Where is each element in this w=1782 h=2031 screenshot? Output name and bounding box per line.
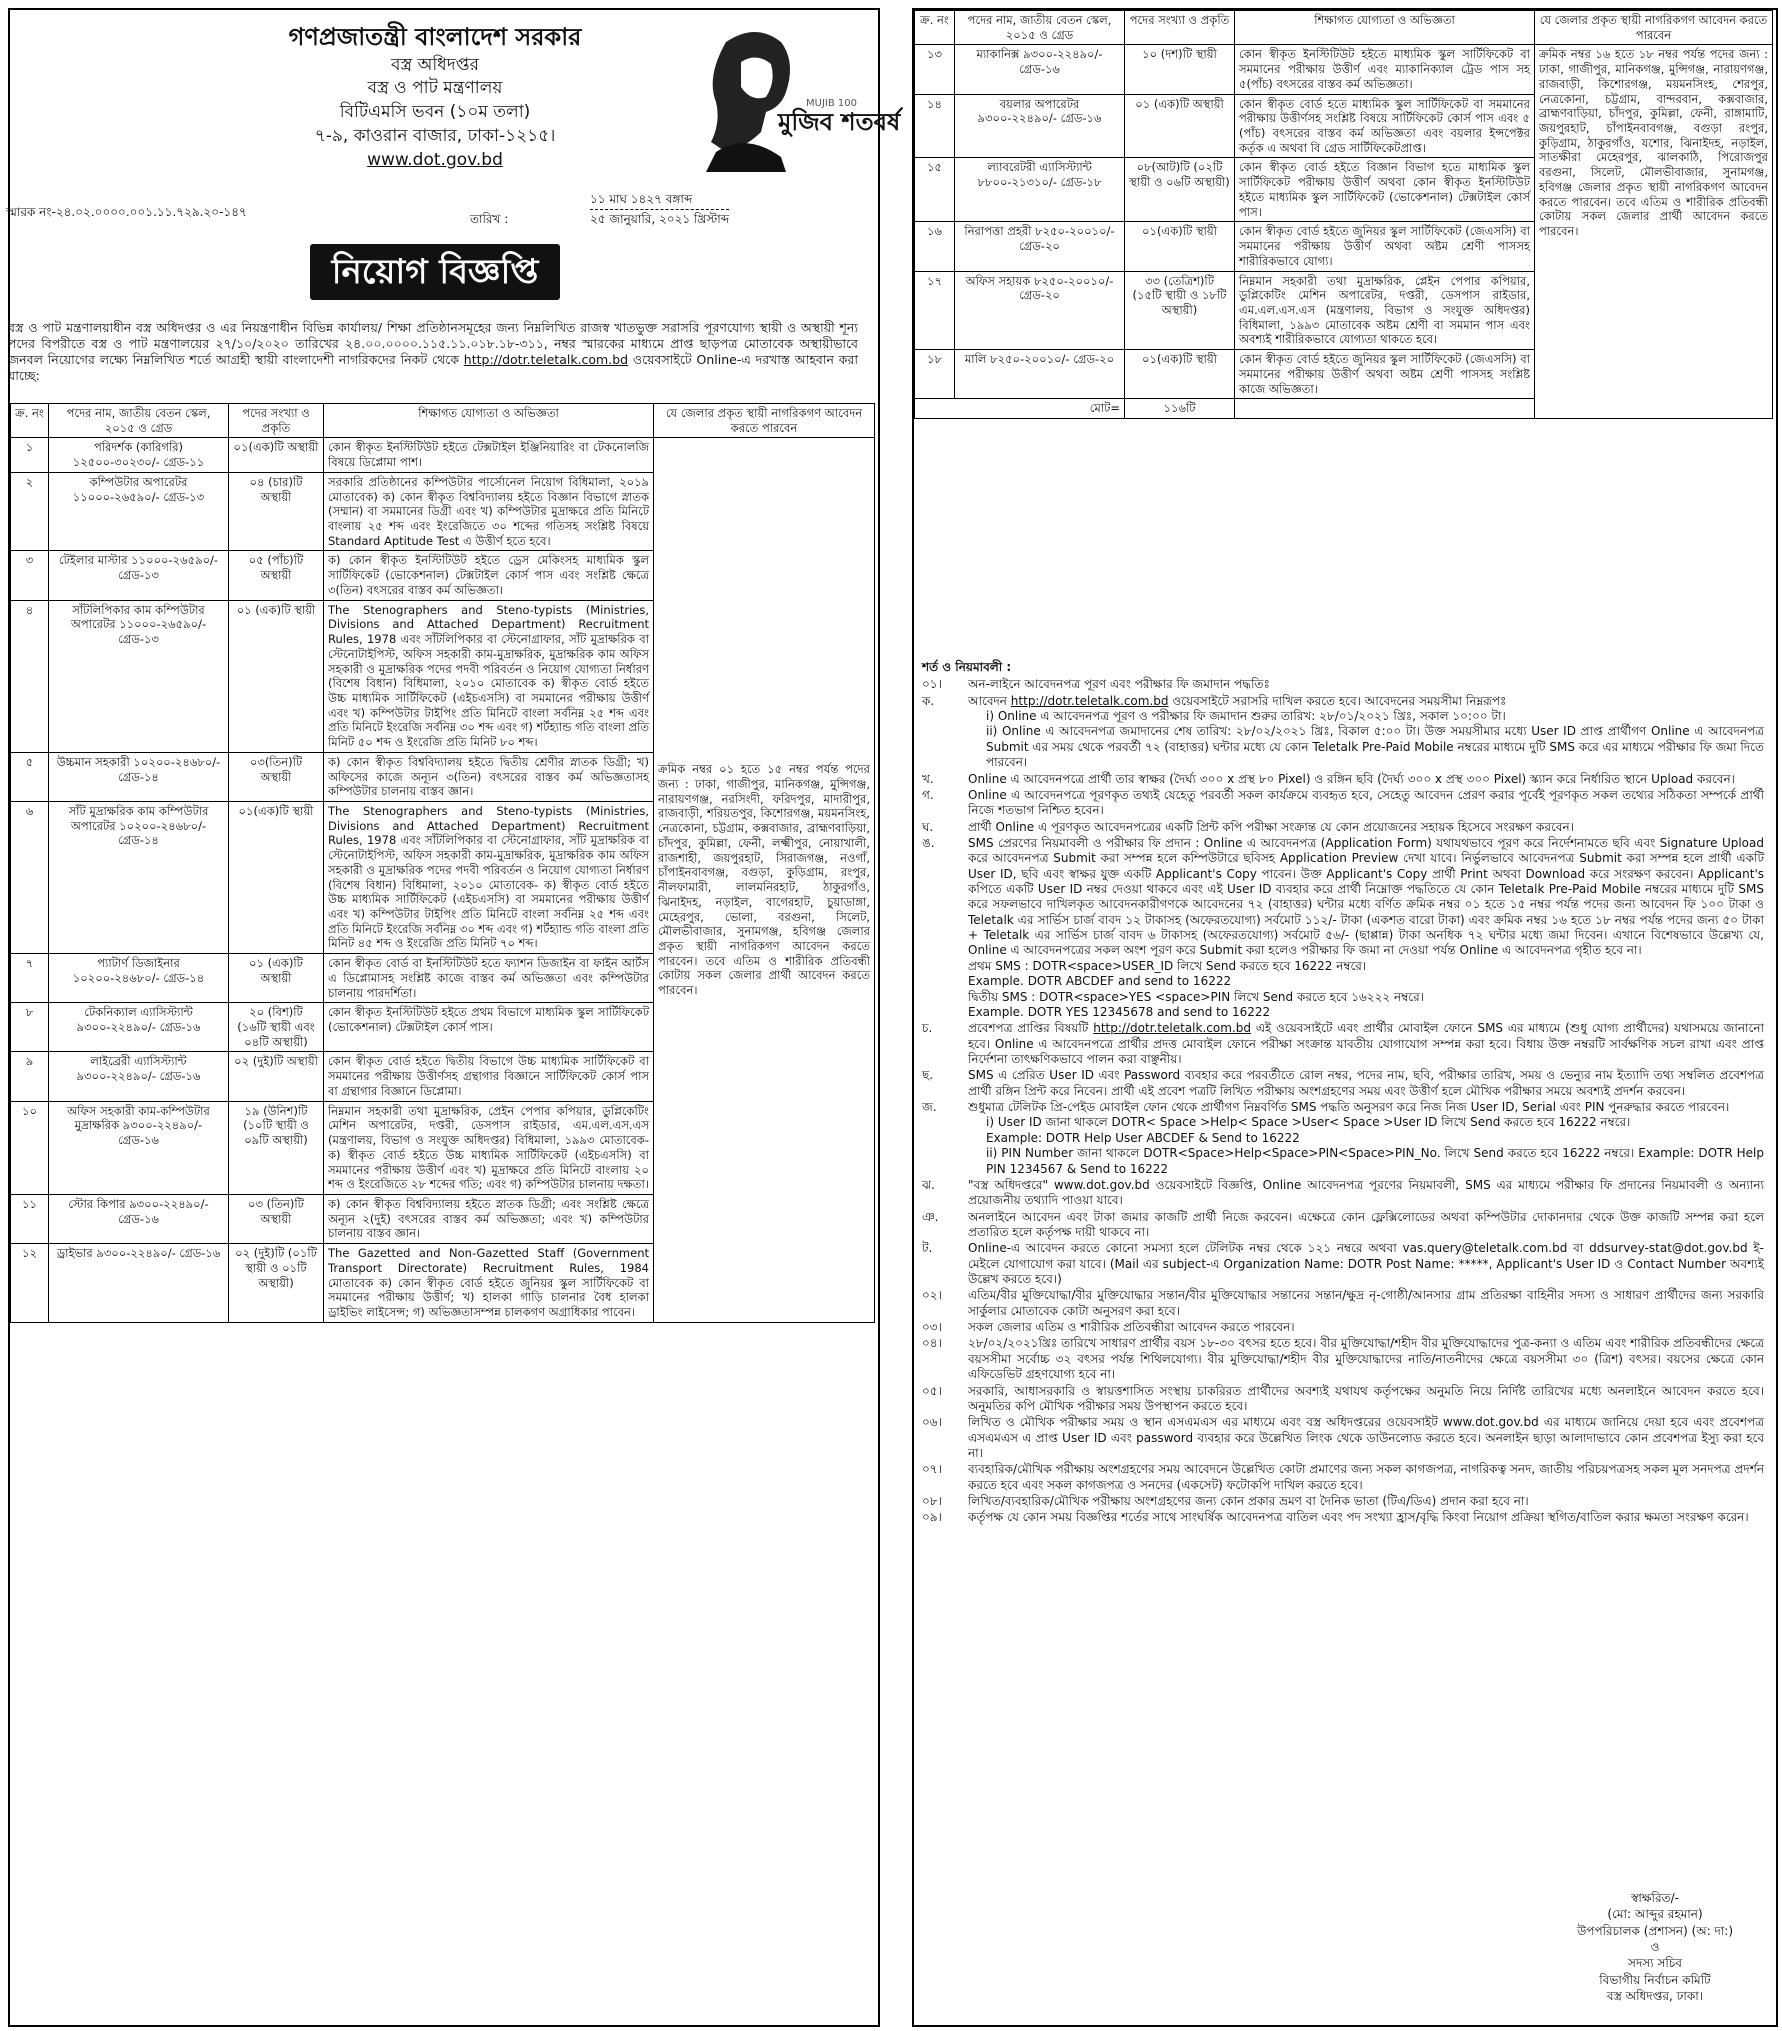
count-cell: ০৮(আট)টি (০২টি স্থায়ী ও ০৬টি অস্থায়ী) xyxy=(1125,158,1235,222)
sl-cell: ৯ xyxy=(11,1052,49,1101)
sl-cell: ১ xyxy=(11,438,49,472)
sl-cell: ১৮ xyxy=(915,350,955,399)
qual-cell: কোন স্বীকৃত বোর্ড হইতে দ্বিতীয় বিভাগে উচ্চ মাধ্যমিক সার্টিফিকেট বা সমমানের পরীক্ষায় উত্তীর্ণসহ গ্রন্থাগার বিজ্ঞানে সার্টিফিকেট কোর্স পাস বা গ্রন্থাগার বিজ্ঞানে ডিপ্লোমা। xyxy=(324,1052,654,1101)
sl-cell: ৫ xyxy=(11,752,49,801)
qual-cell: কোন স্বীকৃত বোর্ড হতে মাধ্যমিক স্কুল সার্টিফিকেট বা সমমানের পরীক্ষায় উত্তীর্ণসহ সংশ্লিষ্ট বিষয়ে সার্টিফিকেট কোর্স পাস এবং ৫ (পাঁচ) বৎসরের বাস্তব কর্ম অভিজ্ঞতা এবং বয়লার ইন্সপেক্টর কর্তৃক এ অথবা বি গ্রেড সার্টিফিকেটপ্রাপ্ত। xyxy=(1235,94,1535,158)
count-cell: ২০ (বিশ)টি (১৬টি স্থায়ী এবং ০৪টি অস্থায়ী) xyxy=(229,1003,324,1052)
col-post: পদের নাম, জাতীয় বেতন স্কেল, ২০১৫ ও গ্রেড xyxy=(955,11,1125,45)
rule-jha: "বস্ত্র অধিদপ্তরে" www.dot.gov.bd ওয়েবসাইটে বিজ্ঞপ্তি, Online আবেদনপত্র পূরণের নিয়মাবলী, SMS এর মাধ্যমে পরীক্ষার ফি প্রদানের নিয়মাবলী ও অন্যান্য প্রয়োজনীয় তথ্যাদি পাওয়া যাবে। xyxy=(968,1177,1764,1208)
post-cell: নিরাপত্তা প্রহরী ৮২৫০-২০০১০/- গ্রেড-২০ xyxy=(955,222,1125,271)
admit-link[interactable]: http://dotr.teletalk.com.bd xyxy=(1093,1021,1251,1036)
rules-title: শর্ত ও নিয়মাবলী : xyxy=(922,660,1012,674)
rule-kha: Online এ আবেদনপত্রে প্রার্থী তার স্বাক্ষর (দৈর্ঘ্য ৩০০ x প্রস্থ ৮০ Pixel) ও রঙ্গিন ছবি (দৈর্ঘ্য ৩০০ x প্রস্থ ৩০০ Pixel) স্ক্যান করে নির্ধারিত স্থানে Upload করবেন। xyxy=(968,771,1735,786)
count-cell: ০৪ (চার)টি অস্থায়ী xyxy=(229,472,324,551)
col-post: পদের নাম, জাতীয় বেতন স্কেল, ২০১৫ ও গ্রেড xyxy=(49,404,229,438)
qual-cell: নিম্নমান সহকারী তথা মুদ্রাক্ষরিক, প্রেইন পেপার কপিয়ার, ডুপ্লিকেটিং মেশিন অপারেটর, দপ্তরী, ডেসপাস রাইডার, এম.এল.এস.এস (মন্ত্রণালয়, বিভাগ ও সংযুক্ত অধিদপ্তর) বিধিমালা, ১৯৯৩ মোতাবেক- ক) স্বীকৃত বোর্ড হইতে উচ্চ মাধ্যমিক সার্টিফিকেট (এইচএসসি) বা সমমানের পরীক্ষায় উত্তীর্ণ এবং খ) মুদ্রাক্ষরে প্রতি মিনিটে বাংলায় ২০ শব্দ ও ইংরেজিতে ২৮ শব্দের গতি; এবং গ) কম্পিউটার চালনায় দক্ষতা। xyxy=(324,1101,654,1194)
col-count: পদের সংখ্যা ও প্রকৃতি xyxy=(1125,11,1235,45)
sl-cell: ১০ xyxy=(11,1101,49,1194)
qual-cell: কোন স্বীকৃত ইনস্টিটিউট হইতে মাধ্যমিক স্কুল সার্টিফিকেট বা সমমানের পরীক্ষায় উত্তীর্ণ এবং ম্যাকানিক্যাল ট্রেড পাস সহ ৫(পাঁচ) বৎসরের বাস্তব কর্ম অভিজ্ঞতা। xyxy=(1235,45,1535,94)
table-row xyxy=(11,438,875,472)
col-district: যে জেলার প্রকৃত স্থায়ী নাগরিকগণ আবেদন করতে পারবেন xyxy=(1535,11,1773,45)
rule-chha: SMS এ প্রেরিত User ID এবং Password ব্যবহার করে পরবর্তীতে রোল নম্বর, পদের নাম, ছবি, পরীক্ষার তারিখ, সময় ও ভেন্যুর নাম ইত্যাদি তথ্য সম্বলিত প্রবেশপত্র প্রার্থী রঙ্গিন প্রিন্ট করে নিবেন। প্রার্থী এই প্রবেশ পত্রটি লিখিত পরীক্ষায় অংশগ্রহণের সময় এবং উত্তীর্ণ হলে মৌখিক পরীক্ষার সময়ে অবশ্যই প্রদর্শন করবেন। xyxy=(968,1068,1764,1098)
svg-text:মুজিব শতবর্ষ: মুজিব শতবর্ষ xyxy=(778,108,901,136)
district-cell: ক্রমিক নম্বর ১৬ হতে ১৮ নম্বর পর্যন্ত পদের জন্য : ঢাকা, গাজীপুর, মানিকগঞ্জ, মুন্সিগঞ্জ, নারায়ণগঞ্জ, রাজবাড়ী, কিশোরগঞ্জ, ময়মনসিংহ, শেরপুর, নেত্রকোনা, চট্টগ্রাম, বান্দরবান, কক্সবাজার, ব্রাহ্মণবাড়িয়া, চাঁদপুর, কুমিল্লা, ফেনী, রাঙ্গামাটি, জয়পুরহাট, চাঁপাইনবাবগঞ্জ, বগুড়া রংপুর, কুড়িগ্রাম, ঠাকুরগাঁও, যশোর, ঝিনাইদহ, নড়াইল, সাতক্ষীরা মেহেরপুর, ঝালকাঠি, পিরোজপুর বরগুনা, সিলেট, মৌলভীবাজার, সুনামগঞ্জ, হবিগঞ্জ জেলার প্রকৃত স্থায়ী নাগরিকগণ আবেদন করতে পারবেন। তবে এতিম ও শারীরিক প্রতিবন্ধী কোটায় সকল জেলার প্রার্থী আবেদন করতে পারবেন। xyxy=(1535,45,1773,419)
rule-ka-ii: ii) Online এ আবেদনপত্র জমাদানের শেষ তারিখ: ২৮/০২/২০২১ খ্রিঃ, বিকাল ৫:০০ টা। উক্ত সময়সীমার মধ্যে User ID প্রাপ্ত প্রার্থীগণ Online এ আবেদনপত্র Submit এর সময় থেকে পরবর্তী ৭২ (বাহাত্তর) ঘন্টার মধ্যে যে কোন Teletalk Pre-Paid Mobile নম্বরের মাধ্যমে দুটি SMS করে এর মাধ্যমে পরীক্ষার ফি জমা দিতে পারবেন। xyxy=(986,724,1764,770)
rule-08: লিখিত/ব্যবহারিক/মৌখিক পরীক্ষায় অংশগ্রহণের জন্য কোন প্রকার ভ্রমণ বা দৈনিক ভাতা (টিএ/ডিএ) প্রদান করা হবে না। xyxy=(968,1494,1529,1509)
intro-tail: ওয়েবসাইটে Online-এ দরখাস্ত আহবান করা যাচ্ছে: xyxy=(8,352,858,383)
qual-cell: The Gazetted and Non-Gazetted Staff (Government Transport Directorate) Recruitment Rules, 1984 মোতাবেক ক) কোন স্বীকৃত বোর্ড হইতে জুনিয়র স্কুল সার্টিফিকেট বা সমমানের পরীক্ষায় উত্তীর্ণ; খ) হালকা গাড়ি চালনার বৈধ হালকা ড্রাইভিং লাইসেন্স; গ) অভিজ্ঞতাসম্পন্ন চালকগণ অগ্রাধিকার পাবেন। xyxy=(324,1244,654,1323)
signer-name: (মো: আব্দুর রহমান) xyxy=(1607,1907,1703,1922)
post-cell: মালি ৮২৫০-২০০১০/- গ্রেড-২০ xyxy=(955,350,1125,399)
rule-06: লিখিত ও মৌখিক পরীক্ষার সময় ও স্থান এসএমএস এর মাধ্যমে এবং বস্ত্র অধিদপ্তরের ওয়েবসাইট www.dot.gov.bd এর মাধ্যমে জানিয়ে দেয়া হবে এবং প্রবেশপত্র এসএমএস এ প্রাপ্ত User ID এবং password ব্যবহার করে উল্লেখিত লিংক থেকে ডাউনলোড করতে হবে। অনলাইন ছাড়া আলাদাভাবে কোন প্রবেশপত্র ইস্যু করা হবে না। xyxy=(968,1415,1764,1460)
post-cell: ড্রাইভার ৯৩০০-২২৪৯০/- গ্রেড-১৬ xyxy=(49,1244,229,1323)
post-cell: উচ্চমান সহকারী ১০২০০-২৪৬৮০/- গ্রেড-১৪ xyxy=(49,752,229,801)
mujib-100-logo xyxy=(686,22,901,172)
sl-cell: ১৭ xyxy=(915,271,955,350)
count-cell: ০২ (দুই)টি অস্থায়ী xyxy=(229,1052,324,1101)
rule-09: কর্তৃপক্ষ যে কোন সময় বিজ্ঞপ্তির শর্তের সাথে সাংঘর্ষিক আবেদনপত্র বাতিল এবং পদ সংখ্যা হ্রাস/বৃদ্ধি কিংবা নিয়োগ প্রক্রিয়া স্থগিত/বাতিল করার ক্ষমতা সংরক্ষণ করেন। xyxy=(968,1510,1749,1525)
rules-section: শর্ত ও নিয়মাবলী : ০১। অন-লাইনে আবেদনপত্র পূরণ এবং পরীক্ষার ফি জমাদান পদ্ধতিঃ ক. আবেদন http://dotr.teletalk.com.bd ওয়েবসাইটে সরাসরি দাখিল করতে হবে। আবেদনের সময়সীমা নিম্নরূপঃ i) Online এ আবেদনপত্র পূরণ ও পরীক্ষার ফি জমাদান শুরুর তারিখ: ২৮/০১/২০২১ খ্রিঃ, সকাল ১০:০০ টা। ii) Online এ আবেদনপত্র জমাদানের শেষ তারিখ: ২৮/০২/২০২১ খ্রিঃ, বিকাল ৫:০০ টা। উক্ত সময়সীমার মধ্যে User ID প্রাপ্ত প্রার্থীগণ Online এ আবেদনপত্র Submit এর সময় থেকে পরবর্তী ৭২ (বাহাত্তর) ঘন্টার মধ্যে যে কোন Teletalk Pre-Paid Mobile নম্বরের মাধ্যমে দুটি SMS করে এর মাধ্যমে পরীক্ষার ফি জমা দিতে পারবেন। খ. Online এ আবেদনপত্রে প্রার্থী তার স্বাক্ষর (দৈর্ঘ্য ৩০০ x প্রস্থ ৮০ Pixel) ও রঙ্গিন ছবি (দৈর্ঘ্য ৩০০ x প্রস্থ ৩০০ Pixel) স্ক্যান করে নির্ধারিত স্থানে Upload করবেন। গ. Online এ আবেদনপত্রে পূরণকৃত তথ্যই যেহেতু পরবর্তী সকল কার্যক্রমে ব্যবহৃত হবে, সেহেতু আবেদন প্রেরণ করার পূর্বেই পূরণকৃত সকল তথ্যের সঠিকতা সম্পর্কে প্রার্থী নিজে শতভাগ নিশ্চিত হবেন। ঘ. প্রার্থী Online এ পূরণকৃত আবেদনপত্রের একটি প্রিন্ট কপি পরীক্ষা সংক্রান্ত যে কোন প্রয়োজনের সহায়ক হিসেবে সংরক্ষণ করবেন। ঙ. SMS প্রেরণের নিয়মাবলী ও পরীক্ষার ফি প্রদান : Online এ আবেদনপত্র (Application Form) যথাযথভাবে পূরণ করে নির্দেশনামতে ছবি এবং Signature Upload করে আবেদনপত্র Submit করা সম্পন্ন হলে কম্পিউটারে ছবিসহ Application Preview দেখা যাবে। নির্ভুলভাবে আবেদনপত্র Submit করা সম্পন্ন হলে প্রার্থী একটি User ID, ছবি এবং স্বাক্ষর যুক্ত একটি Applicant's Copy পাবেন। উক্ত Applicant's Copy প্রার্থী Print অথবা Download করে সংরক্ষণ করবেন। Applicant's কপিতে একটি User ID নম্বর দেওয়া থাকবে এবং এই User ID ব্যবহার করে প্রার্থী নিম্নোক্ত পদ্ধতিতে যে কোন Teletalk Pre-Paid Mobile নম্বরের মাধ্যমে দুটি SMS করে সফলভাবে দাখিলকৃত আবেদনকারীগণকে আবেদনের ৭২ (বাহাত্তর) ঘন্টার মধ্যে বর্ণিত ক্রমিক নম্বর ০১ হতে ১৫ নম্বর পর্যন্ত পদের জন্য আবেদন ফি ১০০ টাকা ও Teletalk এর সার্ভিস চার্জ বাবদ ১২ টাকাসহ (অফেরতযোগ্য) সর্বমোট ১১২/- টাকা (একশত বারো টাকা) এবং ক্রমিক নম্বর ১৬ হতে ১৮ নম্বর পর্যন্ত পদের জন্য ৫০ টাকা + Teletalk এর সার্ভিস চার্জ বাবদ ৬ টাকাসহ (অফেরতযোগ্য) সর্বমোট ৫৬/- (ছাপ্পান্ন) টাকা অনধিক ৭২ ঘন্টার মধ্যে জমা দিবেন। এখানে বিশেষভাবে উল্লেখ্য যে, Online এ আবেদনপত্রের সকল অংশ পূরণ করে Submit করা হলেও পরীক্ষার ফি জমা না দেওয়া পর্যন্ত Online এ আবেদনপত্র গৃহীত হবে না। প্রথম SMS : DOTR<space>USER_ID লিখে Send করতে হবে 16222 নম্বরে। Example. DOTR ABCDEF and send to 16222 দ্বিতীয় SMS : DOTR<space>YES <space>PIN লিখে Send করতে হবে ১৬২২২ নম্বরে। Example. DOTR YES 12345678 and send to 16222 চ. প্রবেশপত্র প্রাপ্তির বিষয়টি http://dotr.teletalk.com.bd এই ওয়েবসাইটে এবং প্রার্থীর মোবাইল ফোনে SMS এর মাধ্যমে (শুধু যোগ্য প্রার্থীদের) যথাসময়ে জানানো হবে। Online এ আবেদনপত্রে প্রার্থীর প্রদত্ত মোবাইল ফোনে পরীক্ষা সংক্রান্ত যাবতীয় যোগাযোগ সম্পন্ন করা হবে। বিধায় উক্ত নম্বরটি সার্বক্ষণিক সচল রাখা এবং প্রাপ্ত নির্দেশনা তাৎক্ষণিকভাবে পালন করা বাঞ্ছনীয়। ছ. SMS এ প্রেরিত User ID এবং Password ব্যবহার করে পরবর্তীতে রোল নম্বর, পদের নাম, ছবি, পরীক্ষার তারিখ, সময় ও ভেন্যুর নাম ইত্যাদি তথ্য সম্বলিত প্রবেশপত্র প্রার্থী রঙ্গিন প্রিন্ট করে নিবেন। প্রার্থী এই প্রবেশ পত্রটি লিখিত পরীক্ষায় অংশগ্রহণের সময় এবং উত্তীর্ণ হলে মৌখিক পরীক্ষার সময়ে অবশ্যই প্রদর্শন করবেন। জ. শুধুমাত্র টেলিটক প্রি-পেইড মোবাইল ফোন থেকে প্রার্থীগণ নিম্নবর্ণিত SMS পদ্ধতি অনুসরণ করে নিজ নিজ User ID, Serial এবং PIN পুনরুদ্ধার করতে পারবেন। i) User ID জানা থাকলে DOTR< Space >Help< Space >User< Space >User ID লিখে Send করতে হবে 16222 নম্বরে। Example: DOTR Help User ABCDEF & Send to 16222 ii) PIN Number জানা থাকলে DOTR<Space>Help<Space>PIN<Space>PIN_No. লিখে Send করতে হবে 16222 নম্বরে। Example: DOTR Help PIN 1234567 & Send to 16222 ঝ. "বস্ত্র অধিদপ্তরে" www.dot.gov.bd ওয়েবসাইটে বিজ্ঞপ্তি, Online আবেদনপত্র পূরণের নিয়মাবলী, SMS এর মাধ্যমে পরীক্ষার ফি প্রদানের নিয়মাবলী ও অন্যান্য প্রয়োজনীয় তথ্যাদি পাওয়া যাবে। ঞ. অনলাইনে আবেদন এবং টাকা জমার কাজটি প্রার্থী নিজে করবেন। এক্ষেত্রে কোন ফ্লেক্সিলোডের অথবা কম্পিউটার দোকানদার থেকে উক্ত কাজটি সম্পন্ন করা হলে প্রতারিত হলে কর্তৃপক্ষ দায়ী থাকবে না। ট. Online-এ আবেদন করতে কোনো সমস্যা হলে টেলিটক নম্বর থেকে ১২১ নম্বরে অথবা vas.query@teletalk.com.bd বা ddsurvey-stat@dot.gov.bd ই-মেইলে যোগাযোগ করা যাবে। (Mail এর subject-এ Organization Name: DOTR Post Name: *****, Applicant's User ID ও Contact Number অবশ্যই উল্লেখ করতে হবে।) ০২। এতিম/বীর মুক্তিযোদ্ধা/বীর মুক্তিযোদ্ধার সন্তান/বীর মুক্তিযোদ্ধার সন্তানের সন্তান/ক্ষুদ্র নৃ-গোষ্ঠী/আনসার গ্রাম প্রতিরক্ষা বাহিনীর সদস্য ও সাধারণ প্রার্থীদের জন্য সরকারি সার্কুলার মোতাবেক কোটা অনুসরণ করা হবে। ০৩। সকল জেলার এতিম ও শারীরিক প্রতিবন্ধীরা আবেদন করতে পারবেন। ০৪। ২৮/০২/২০২১খ্রিঃ তারিখে সাধারণ প্রার্থীর বয়স ১৮-৩০ বৎসর হতে হবে। বীর মুক্তিযোদ্ধা/শহীদ বীর মুক্তিযোদ্ধাদের পুত্র-কন্যা ও এতিম এবং শারীরিক প্রতিবন্ধীদের ক্ষেত্রে বয়সসীমা সর্বোচ্চ ৩২ বৎসর পর্যন্ত শিথিলযোগ্য। বীর মুক্তিযোদ্ধা/শহীদ বীর মুক্তিযোদ্ধাদের নাতি/নাতনীদের ক্ষেত্রে বয়সসীমা ৩০ (ত্রিশ) বৎসর। বয়সের ক্ষেত্রে কোন এফিডেভিট গ্রহণযোগ্য হবে না। ০৫। সরকারি, আধাসরকারি ও স্বায়ত্তশাসিত সংস্থায় চাকরিরত প্রার্থীদের অবশ্যই যথাযথ কর্তৃপক্ষের অনুমতি নিয়ে নির্দিষ্ট তারিখের মধ্যে অনলাইনে আবেদন করতে হবে। অনুমতির কপি মৌখিক পরীক্ষার সময় উপস্থাপন করতে হবে। ০৬। লিখিত ও মৌখিক পরীক্ষার সময় ও স্থান এসএমএস এর মাধ্যমে এবং বস্ত্র অধিদপ্তরের ওয়েবসাইট www.dot.gov.bd এর মাধ্যমে জানিয়ে দেয়া হবে এবং প্রবেশপত্র এসএমএস এ প্রাপ্ত User ID এবং password ব্যবহার করে উল্লেখিত লিংক থেকে ডাউনলোড করতে হবে। অনলাইন ছাড়া আলাদাভাবে কোন প্রবেশপত্র ইস্যু করা হবে না। ০৭। ব্যবহারিক/মৌখিক পরীক্ষায় অংশগ্রহণের সময় আবেদনে উল্লেখিত কোটা প্রমাণের জন্য সকল কাগজপত্র, নাগরিকত্ব সনদ, জাতীয় পরিচয়পত্রসহ সকল মূল সনদপত্র প্রদর্শন করতে হবে এবং সকল কাগজপত্র ও সনদের (একসেট) ফটোকপি দাখিল করতে হবে। ০৮। লিখিত/ব্যবহারিক/মৌখিক পরীক্ষায় অংশগ্রহণের জন্য কোন প্রকার ভ্রমণ বা দৈনিক ভাতা (টিএ/ডিএ) প্রদান করা হবে না। ০৯। কর্তৃপক্ষ যে কোন সময় বিজ্ঞপ্তির শর্তের সাথে সাংঘর্ষিক আবেদনপত্র বাতিল এবং পদ সংখ্যা হ্রাস/বৃদ্ধি কিংবা নিয়োগ প্রক্রিয়া স্থগিত/বাতিল করার ক্ষমতা সংরক্ষণ করেন। xyxy=(922,660,1764,1525)
post-cell: বয়লার অপারেটর ৯৩০০-২২৪৯০/- গ্রেড-১৬ xyxy=(955,94,1125,158)
col-qual: শিক্ষাগত যোগ্যতা ও অভিজ্ঞতা xyxy=(1235,11,1535,45)
rule-03: সকল জেলার এতিম ও শারীরিক প্রতিবন্ধীরা আবেদন করতে পারবেন। xyxy=(968,1320,1295,1335)
jobs-table-right xyxy=(914,10,1773,419)
date-label: তারিখ : xyxy=(470,212,509,226)
count-cell: ০৫ (পাঁচ)টি অস্থায়ী xyxy=(229,551,324,600)
count-cell: ১০ (দশ)টি স্থায়ী xyxy=(1125,45,1235,94)
count-cell: ১৯ (উনিশ)টি (১০টি স্থায়ী ও ০৯টি অস্থায়ী) xyxy=(229,1101,324,1194)
notice-title: নিয়োগ বিজ্ঞপ্তি xyxy=(310,244,560,300)
sl-cell: ১২ xyxy=(11,1244,49,1323)
rule-ja-i: i) User ID জানা থাকলে DOTR< Space >Help< Space >User< Space >User ID লিখে Send করতে হবে 16222 নম্বরে। xyxy=(986,1115,1631,1130)
qual-cell: ক) কোন স্বীকৃত বিশ্ববিদ্যালয় হইতে স্নাতক ডিগ্রী; এবং সংশ্লিষ্ট ক্ষেত্রে অন্যূন ২(দুই) বৎসরের বাস্তব কর্ম অভিজ্ঞতা; এবং খ) কম্পিউটার চালনায় বাস্তব জ্ঞান। xyxy=(324,1194,654,1243)
rule-ja: শুধুমাত্র টেলিটক প্রি-পেইড মোবাইল ফোন থেকে প্রার্থীগণ নিম্নবর্ণিত SMS পদ্ধতি অনুসরণ করে নিজ নিজ User ID, Serial এবং PIN পুনরুদ্ধার করতে পারবেন। i) User ID জানা থাকলে DOTR< Space >Help< Space >User< Space >User ID লিখে Send করতে হবে 16222 নম্বরে। Example: DOTR Help User ABCDEF & Send to 16222 ii) PIN Number জানা থাকলে DOTR<Space>Help<Space>PIN<Space>PIN_No. লিখে Send করতে হবে 16222 নম্বরে। Example: DOTR Help PIN 1234567 & Send to 16222 xyxy=(968,1100,1764,1176)
qual-cell: কোন স্বীকৃত ইনস্টিটিউট হইতে প্রথম বিভাগে মাধ্যমিক স্কুল সার্টিফিকেট (ভোকেশনাল) টেক্সটাইল কোর্স পাস। xyxy=(324,1003,654,1052)
jobs-table-left xyxy=(10,403,875,1323)
building-name: বিটিএমসি ভবন (১০ম তলা) xyxy=(339,102,531,123)
rule-02: এতিম/বীর মুক্তিযোদ্ধা/বীর মুক্তিযোদ্ধার সন্তান/বীর মুক্তিযোদ্ধার সন্তানের সন্তান/ক্ষুদ্র নৃ-গোষ্ঠী/আনসার গ্রাম প্রতিরক্ষা বাহিনীর সদস্য ও সাধারণ প্রার্থীদের জন্য সরকারি সার্কুলার মোতাবেক কোটা অনুসরণ করা হবে। xyxy=(968,1288,1764,1318)
qual-cell: কোন স্বীকৃত বোর্ড হইতে বিজ্ঞান বিভাগ হতে মাধ্যমিক স্কুল সার্টিফিকেট পরীক্ষায় উত্তীর্ণ অথবা কোন স্বীকৃত ইনস্টিটিউট হইতে মাধ্যমিক স্কুল সার্টিফিকেট (ভোকেশনাল) টেক্সটাইল কোর্স পাস। xyxy=(1235,158,1535,222)
govt-title: গণপ্রজাতন্ত্রী বাংলাদেশ সরকার xyxy=(288,23,582,51)
qual-cell: The Stenographers and Steno-typists (Ministries, Divisions and Attached Department) Recruitment Rules, 1978 এবং সাঁটলিপিকার বা স্টেনোগ্রাফার, সাঁট মুদ্রাক্ষরিক বা স্টেনোটাইপিস্ট, অফিস সহকারী কাম-মুদ্রাক্ষরিক, মুদ্রাক্ষরিক কাম অফিস সহকারী ও মুদ্রাক্ষরিক পদের পদবী পরিবর্তন ও নিয়োগ যোগ্যতা নির্ধারণ (বিশেষ বিধান) বিধিমালা, ২০১০ মোতাবেক- ক) স্বীকৃত বোর্ড হইতে উচ্চ মাধ্যমিক সার্টিফিকেট (এইচএসসি) বা সমমানের পরীক্ষায় উত্তীর্ণ এবং খ) কম্পিউটার টাইপিং প্রতি মিনিটে বাংলা সর্বনিম্ন ২৫ শব্দ এবং প্রতি মিনিটে ইংরেজি সর্বনিম্ন ৩০ শব্দ এবং গ) শর্টহ্যান্ড গতি বাংলা প্রতি মিনিট ৪৫ শব্দ ও ইংরেজি প্রতি মিনিট ৭০ শব্দ। xyxy=(324,801,654,953)
rule-ga: Online এ আবেদনপত্রে পূরণকৃত তথ্যই যেহেতু পরবর্তী সকল কার্যক্রমে ব্যবহৃত হবে, সেহেতু আবেদন প্রেরণ করার পূর্বেই পূরণকৃত সকল তথ্যের সঠিকতা সম্পর্কে প্রার্থী নিজে শতভাগ নিশ্চিত হবেন। xyxy=(968,787,1764,818)
total-value: ১১৬টি xyxy=(1125,399,1235,419)
sms-first: প্রথম SMS : DOTR<space>USER_ID লিখে Send করতে হবে 16222 নম্বরে। xyxy=(968,958,1367,973)
rule-nya: অনলাইনে আবেদন এবং টাকা জমার কাজটি প্রার্থী নিজে করবেন। এক্ষেত্রে কোন ফ্লেক্সিলোডের অথবা কম্পিউটার দোকানদার থেকে উক্ত কাজটি সম্পন্ন করা হলে প্রতারিত হলে কর্তৃপক্ষ দায়ী থাকবে না। xyxy=(968,1209,1764,1239)
table-row xyxy=(915,45,1773,94)
post-cell: সাঁট মুদ্রাক্ষরিক কাম কম্পিউটার অপারেটর ১০২০০-২৪৬৮০/- গ্রেড-১৪ xyxy=(49,801,229,953)
memo-number: স্মারক নং-২৪.০২.০০০০.০০১.১১.৭২৯.২০-১৪৭ xyxy=(6,205,247,219)
count-cell: ০১(এক)টি স্থায়ী xyxy=(229,801,324,953)
col-sl: ক্র. নং xyxy=(915,11,955,45)
post-cell: টেইলার মাস্টার ১১০০০-২৬৫৯০/- গ্রেড-১৩ xyxy=(49,551,229,600)
rule-ta: Online-এ আবেদন করতে কোনো সমস্যা হলে টেলিটক নম্বর থেকে ১২১ নম্বরে অথবা vas.query@teletalk.com.bd বা ddsurvey-stat@dot.gov.bd ই-মেইলে যোগাযোগ করা যাবে। (Mail এর subject-এ Organization Name: DOTR Post Name: *****, Applicant's User ID ও Contact Number অবশ্যই উল্লেখ করতে হবে।) xyxy=(968,1241,1764,1287)
ministry-name: বস্ত্র ও পাট মন্ত্রণালয় xyxy=(367,78,503,99)
post-cell: কম্পিউটার অপারেটর ১১০০০-২৬৫৯০/- গ্রেড-১৩ xyxy=(49,472,229,551)
date-block xyxy=(590,190,729,230)
sl-cell: ১৬ xyxy=(915,222,955,271)
col-qual: শিক্ষাগত যোগ্যতা ও অভিজ্ঞতা xyxy=(324,404,654,438)
post-cell: পরিদর্শক (কারিগরি) ১২৫০০-৩০২৩০/- গ্রেড-১১ xyxy=(49,438,229,472)
rule-ka-i: i) Online এ আবেদনপত্র পূরণ ও পরীক্ষার ফি জমাদান শুরুর তারিখ: ২৮/০১/২০২১ খ্রিঃ, সকাল ১০:০০ টা। xyxy=(986,709,1506,724)
total-label: মোট= xyxy=(915,399,1125,419)
sms-second-example: Example. DOTR YES 12345678 and send to 16222 xyxy=(968,1004,1271,1019)
table-header-row xyxy=(915,11,1773,45)
sl-cell: ৬ xyxy=(11,801,49,953)
sms-second: দ্বিতীয় SMS : DOTR<space>YES <space>PIN লিখে Send করতে হবে ১৬২২২ নম্বরে। xyxy=(968,989,1424,1004)
header xyxy=(200,14,670,173)
rule-cha: প্রবেশপত্র প্রাপ্তির বিষয়টি http://dotr.teletalk.com.bd এই ওয়েবসাইটে এবং প্রার্থীর মোবাইল ফোনে SMS এর মাধ্যমে (শুধু যোগ্য প্রার্থীদের) যথাসময়ে জানানো হবে। Online এ আবেদনপত্রে প্রার্থীর প্রদত্ত মোবাইল ফোনে পরীক্ষা সংক্রান্ত যাবতীয় যোগাযোগ সম্পন্ন করা হবে। বিধায় উক্ত নম্বরটি সার্বক্ষণিক সচল রাখা এবং প্রাপ্ত নির্দেশনা তাৎক্ষণিকভাবে পালন করা বাঞ্ছনীয়। xyxy=(968,1021,1764,1066)
count-cell: ০১(এক)টি স্থায়ী xyxy=(1125,350,1235,399)
sl-cell: ১৪ xyxy=(915,94,955,158)
qual-cell: ক) কোন স্বীকৃত ইনস্টিটিউট হইতে ড্রেস মেকিংসহ মাধ্যমিক স্কুল সার্টিফিকেট (ভোকেশনাল) টেক্সটাইল কোর্স পাস এবং সংশ্লিষ্ট ক্ষেত্রে ৩(তিন) বৎসরের বাস্তব কর্ম অভিজ্ঞতা। xyxy=(324,551,654,600)
qual-cell: কোন স্বীকৃত ইনস্টিটিউট হইতে টেক্সটাইল ইঞ্জিনিয়ারিং বা টেকনোলজি বিষয়ে ডিপ্লোমা পাশ। xyxy=(324,438,654,472)
count-cell: ০৩ (তিন)টি অস্থায়ী xyxy=(229,1194,324,1243)
count-cell: ০১(এক)টি অস্থায়ী xyxy=(229,438,324,472)
post-cell: অফিস সহকারী কাম-কম্পিউটার মুদ্রাক্ষরিক ৯৩০০-২২৪৯০/- গ্রেড-১৬ xyxy=(49,1101,229,1194)
post-cell: ল্যাবরেটরী এ্যাসিস্ট্যান্ট ৮৮০০-২১৩১০/- গ্রেড-১৮ xyxy=(955,158,1125,222)
apply-link[interactable]: http://dotr.teletalk.com.bd xyxy=(463,352,629,367)
qual-cell: ক) কোন স্বীকৃত বিশ্ববিদ্যালয় হইতে দ্বিতীয় শ্রেণীর স্নাতক ডিগ্রী; খ) অফিসের কাজে অন্যূন ৩(তিন) বৎসরের বাস্তব কর্ম অভিজ্ঞতাসহ কম্পিউটার চালনায় বাস্তব জ্ঞান। xyxy=(324,752,654,801)
member-secretary: সদস্য সচিব xyxy=(1628,1956,1682,1971)
sl-cell: ১১ xyxy=(11,1194,49,1243)
rule-uma: SMS প্রেরণের নিয়মাবলী ও পরীক্ষার ফি প্রদান : Online এ আবেদনপত্র (Application Form) যথাযথভাবে পূরণ করে নির্দেশনামতে ছবি এবং Signature Upload করে আবেদনপত্র Submit করা সম্পন্ন হলে কম্পিউটারে ছবিসহ Application Preview দেখা যাবে। নির্ভুলভাবে আবেদনপত্র Submit করা সম্পন্ন হলে প্রার্থী একটি User ID, ছবি এবং স্বাক্ষর যুক্ত একটি Applicant's Copy পাবেন। উক্ত Applicant's Copy প্রার্থী Print অথবা Download করে সংরক্ষণ করবেন। Applicant's কপিতে একটি User ID নম্বর দেওয়া থাকবে এবং এই User ID ব্যবহার করে প্রার্থী নিম্নোক্ত পদ্ধতিতে যে কোন Teletalk Pre-Paid Mobile নম্বরের মাধ্যমে দুটি SMS করে সফলভাবে দাখিলকৃত আবেদনকারীগণকে আবেদনের ৭২ (বাহাত্তর) ঘন্টার মধ্যে বর্ণিত ক্রমিক নম্বর ০১ হতে ১৫ নম্বর পর্যন্ত পদের জন্য আবেদন ফি ১০০ টাকা ও Teletalk এর সার্ভিস চার্জ বাবদ ১২ টাকাসহ (অফেরতযোগ্য) সর্বমোট ১১২/- টাকা (একশত বারো টাকা) এবং ক্রমিক নম্বর ১৬ হতে ১৮ নম্বর পর্যন্ত পদের জন্য ৫০ টাকা + Teletalk এর সার্ভিস চার্জ বাবদ ৬ টাকাসহ (অফেরতযোগ্য) সর্বমোট ৫৬/- (ছাপ্পান্ন) টাকা অনধিক ৭২ ঘন্টার মধ্যে জমা দিবেন। এখানে বিশেষভাবে উল্লেখ্য যে, Online এ আবেদনপত্রের সকল অংশ পূরণ করে Submit করা হলেও পরীক্ষার ফি জমা না দেওয়া পর্যন্ত Online এ আবেদনপত্র গৃহীত হবে না। প্রথম SMS : DOTR<space>USER_ID লিখে Send করতে হবে 16222 নম্বরে। Example. DOTR ABCDEF and send to 16222 দ্বিতীয় SMS : DOTR<space>YES <space>PIN লিখে Send করতে হবে ১৬২২২ নম্বরে। Example. DOTR YES 12345678 and send to 16222 xyxy=(968,835,1764,1019)
post-cell: প্যাটার্ণ ডিজাইনার ১০২০০-২৪৬৮০/- গ্রেড-১৪ xyxy=(49,954,229,1003)
office-name: বস্ত্র অধিদপ্তর, ঢাকা। xyxy=(1606,1989,1704,2004)
website-link[interactable]: www.dot.gov.bd xyxy=(367,149,503,170)
post-cell: ম্যাকানিক্স ৯৩০০-২২৪৯০/- গ্রেড-১৬ xyxy=(955,45,1125,94)
rule-ja-ii: ii) PIN Number জানা থাকলে DOTR<Space>Help<Space>PIN<Space>PIN_No. লিখে Send করতে হবে 16222 নম্বরে। Example: DOTR Help PIN 1234567 & Send to 16222 xyxy=(986,1146,1764,1176)
signature-block: স্বাক্ষরিত/- (মো: আব্দুর রহমান) উপপরিচালক (প্রশাসন) (অ: দা:) ও সদস্য সচিব বিভাগীয় নির্বাচন কমিটি বস্ত্র অধিদপ্তর, ঢাকা। xyxy=(1540,1890,1770,2006)
rule-07: ব্যবহারিক/মৌখিক পরীক্ষায় অংশগ্রহণের সময় আবেদনে উল্লেখিত কোটা প্রমাণের জন্য সকল কাগজপত্র, নাগরিকত্ব সনদ, জাতীয় পরিচয়পত্রসহ সকল মূল সনদপত্র প্রদর্শন করতে হবে এবং সকল কাগজপত্র ও সনদের (একসেট) ফটোকপি দাখিল করতে হবে। xyxy=(968,1462,1764,1492)
rule-gha: প্রার্থী Online এ পূরণকৃত আবেদনপত্রের একটি প্রিন্ট কপি পরীক্ষা সংক্রান্ত যে কোন প্রয়োজনের সহায়ক হিসেবে সংরক্ষণ করবেন। xyxy=(968,819,1574,834)
count-cell: ৩৩ (তেত্রিশ)টি (১৫টি স্থায়ী ও ১৮টি অস্থায়ী) xyxy=(1125,271,1235,350)
count-cell: ০৩(তিন)টি অস্থায়ী xyxy=(229,752,324,801)
sl-cell: ২ xyxy=(11,472,49,551)
sl-cell: ৪ xyxy=(11,600,49,752)
dept-name: বস্ত্র অধিদপ্তর xyxy=(391,54,479,75)
table-header-row xyxy=(11,404,875,438)
rule-ja-i-example: Example: DOTR Help User ABCDEF & Send to 16222 xyxy=(986,1130,1300,1145)
post-cell: স্টোর কিপার ৯৩০০-২২৪৯০/- গ্রেড-১৬ xyxy=(49,1194,229,1243)
committee-name: বিভাগীয় নির্বাচন কমিটি xyxy=(1599,1972,1711,1987)
date-bangla: ১১ মাঘ ১৪২৭ বঙ্গাব্দ xyxy=(590,192,693,206)
signer-title: উপপরিচালক (প্রশাসন) (অ: দা:) xyxy=(1576,1923,1734,1938)
address: ৭-৯, কাওরান বাজার, ঢাকা-১২১৫। xyxy=(314,125,556,146)
post-cell: সাঁটলিপিকার কাম কম্পিউটার অপারেটর ১১০০০-২৬৫৯০/- গ্রেড-১৩ xyxy=(49,600,229,752)
qual-cell: সরকারি প্রতিষ্ঠানের কম্পিউটার পার্সোনেল নিয়োগ বিধিমালা, ২০১৯ মোতাবেক) ক) কোন স্বীকৃত বিশ্ববিদ্যালয় হইতে বিজ্ঞান বিভাগে স্নাতক (সম্মান) বা সমমানের ডিগ্রী এবং খ) কম্পিউটার মুদ্রাক্ষরে প্রতি মিনিটে বাংলায় ২৫ শব্দ এবং ইংরেজিতে ৩০ শব্দের গতিসহ সংশ্লিষ্ট বিষয়ে Standard Aptitude Test এ উত্তীর্ণ হতে হবে। xyxy=(324,472,654,551)
apply-link-2[interactable]: http://dotr.teletalk.com.bd xyxy=(1010,693,1169,708)
qual-cell: কোন স্বীকৃত বোর্ড হইতে জুনিয়র স্কুল সার্টিফিকেট (জেএসসি) বা সমমানের পরীক্ষায় উত্তীর্ণ অথবা অষ্টম শ্রেণী পাসসহ শারীরিকভাবে যোগ্য। xyxy=(1235,222,1535,271)
count-cell: ০১(এক)টি স্থায়ী xyxy=(1125,222,1235,271)
post-cell: অফিস সহায়ক ৮২৫০-২০০১০/- গ্রেড-২০ xyxy=(955,271,1125,350)
sl-cell: ৮ xyxy=(11,1003,49,1052)
rule-05: সরকারি, আধাসরকারি ও স্বায়ত্তশাসিত সংস্থায় চাকরিরত প্রার্থীদের অবশ্যই যথাযথ কর্তৃপক্ষের অনুমতি নিয়ে নির্দিষ্ট তারিখের মধ্যে অনলাইনে আবেদন করতে হবে। অনুমতির কপি মৌখিক পরীক্ষার সময় উপস্থাপন করতে হবে। xyxy=(968,1383,1764,1413)
col-count: পদের সংখ্যা ও প্রকৃতি xyxy=(229,404,324,438)
rule-01: অন-লাইনে আবেদনপত্র পূরণ এবং পরীক্ষার ফি জমাদান পদ্ধতিঃ xyxy=(968,677,1270,692)
intro-text: বস্ত্র ও পাট মন্ত্রণালয়াধীন বস্ত্র অধিদপ্তর ও এর নিয়ন্ত্রণাধীন বিভিন্ন কার্যালয়/ শিক্ষা প্রতিষ্ঠানসমূহের জন্য নিম্নলিখিত রাজস্ব খাতভুক্ত সরাসরি পূরণযোগ্য স্থায়ী ও অস্থায়ী শূন্য পদের বিপরীতে বস্ত্র ও পাট মন্ত্রণালয়ের ২৭/১০/২০২০ তারিখের ২৪.০০.০০০০.১১৫.১১.০১৮.১৮-৩১১, নম্বর স্মারকের মাধ্যমে প্রাপ্ত ছাড়পত্র মোতাবেক অস্থায়ীভাবে জনবল নিয়োগের লক্ষ্যে নিম্নলিখিত শর্তে আগ্রহী স্থায়ী বাংলাদেশী নাগরিকদের নিকট থেকে xyxy=(8,320,858,367)
qual-cell: The Stenographers and Steno-typists (Ministries, Divisions and Attached Department) Recruitment Rules, 1978 এবং সাঁটলিপিকার বা স্টেনোগ্রাফার, সাঁট মুদ্রাক্ষরিক বা স্টেনোটাইপিস্ট, অফিস সহকারী কাম-মুদ্রাক্ষরিক, মুদ্রাক্ষরিক কাম অফিস সহকারী ও মুদ্রাক্ষরিক পদের পদবী পরিবর্তন ও নিয়োগ যোগ্যতা নির্ধারণ (বিশেষ বিধান) বিধিমালা, ২০১০ মোতাবেক ক) স্বীকৃত বোর্ড হইতে উচ্চ মাধ্যমিক সার্টিফিকেট (এইচএসসি) বা সমমানের পরীক্ষায় উত্তীর্ণ এবং খ) কম্পিউটার টাইপিং প্রতি মিনিটে বাংলা সর্বনিম্ন ২৫ শব্দ এবং প্রতি মিনিটে ইংরেজি সর্বনিম্ন ৩০ শব্দ এবং গ) শর্টহ্যান্ড গতি বাংলা প্রতি মিনিট ৫০ শব্দ ও ইংরেজি প্রতি মিনিট ৮০ শব্দ। xyxy=(324,600,654,752)
count-cell: ০১ (এক)টি স্থায়ী xyxy=(229,600,324,752)
count-cell: ০২ (দুই)টি (০১টি স্থায়ী ও ০১টি অস্থায়ী) xyxy=(229,1244,324,1323)
rule-04: ২৮/০২/২০২১খ্রিঃ তারিখে সাধারণ প্রার্থীর বয়স ১৮-৩০ বৎসর হতে হবে। বীর মুক্তিযোদ্ধা/শহীদ বীর মুক্তিযোদ্ধাদের পুত্র-কন্যা ও এতিম এবং শারীরিক প্রতিবন্ধীদের ক্ষেত্রে বয়সসীমা সর্বোচ্চ ৩২ বৎসর পর্যন্ত শিথিলযোগ্য। বীর মুক্তিযোদ্ধা/শহীদ বীর মুক্তিযোদ্ধাদের নাতি/নাতনীদের ক্ষেত্রে বয়সসীমা ৩০ (ত্রিশ) বৎসর। বয়সের ক্ষেত্রে কোন এফিডেভিট গ্রহণযোগ্য হবে না। xyxy=(968,1336,1764,1382)
district-cell: ক্রমিক নম্বর ০১ হতে ১৫ নম্বর পর্যন্ত পদের জন্য : ঢাকা, গাজীপুর, মানিকগঞ্জ, মুন্সিগঞ্জ, নারায়ণগঞ্জ, নরসিংদী, ফরিদপুর, মাদারীপুর, রাজবাড়ী, শরিয়তপুর, কিশোরগঞ্জ, ময়মনসিংহ, নেত্রকোনা, চট্টগ্রাম, কক্সবাজার, ব্রাহ্মণবাড়িয়া, চাঁদপুর, কুমিল্লা, ফেনী, লক্ষ্মীপুর, নোয়াখালী, রাজশাহী, জয়পুরহাট, সিরাজগঞ্জ, নওগাঁ, চাঁপাইনবাবগঞ্জ, বগুড়া, কুড়িগ্রাম, রংপুর, নীলফামারী, লালমনিরহাট, ঠাকুরগাঁও, ঝিনাইদহ, নড়াইল, বাগেরহাট, চুয়াডাঙ্গা, মেহেরপুর, ভোলা, বরগুনা, সিলেট, মৌলভীবাজার, সুনামগঞ্জ, হবিগঞ্জ জেলার প্রকৃত স্থায়ী নাগরিকগণ আবেদন করতে পারবেন। তবে এতিম ও শারীরিক প্রতিবন্ধী কোটায় সকল জেলার প্রার্থী আবেদন করতে পারবেন। xyxy=(654,438,875,1322)
col-district: যে জেলার প্রকৃত স্থায়ী নাগরিকগণ আবেদন করতে পারবেন xyxy=(654,404,875,438)
date-english: ২৫ জানুয়ারি, ২০২১ খ্রিস্টাব্দ xyxy=(590,209,729,227)
qual-cell: কোন স্বীকৃত বোর্ড বা ইনস্টিটিউট হতে ফ্যাশন ডিজাইন বা ফাইন আর্টস এ ডিপ্লোমাসহ সংশ্লিষ্ট কাজে বাস্তব কর্ম অভিজ্ঞতা এবং কম্পিউটার চালনায় পারদর্শিতা। xyxy=(324,954,654,1003)
post-cell: লাইব্রেরী এ্যাসিস্ট্যান্ট ৯৩০০-২২৪৯০/- গ্রেড-১৬ xyxy=(49,1052,229,1101)
sl-cell: ৭ xyxy=(11,954,49,1003)
qual-cell: নিম্নমান সহকারী তথা মুদ্রাক্ষরিক, প্লেইন পেপার কপিয়ার, ডুপ্লিকেটিং মেশিন অপারেটর, দপ্তরী, ডেসপাস রাইডার, এম.এল.এস.এস (মন্ত্রণালয়, বিভাগ ও সংযুক্ত অধিদপ্তর) বিধিমালা, ১৯৯৩ মোতাবেক অষ্টম শ্রেণী বা সমমান পাস এবং অবশ্যই শারীরিকভাবে যোগ্যতা থাকতে হবে। xyxy=(1235,271,1535,350)
rule-ka: আবেদন http://dotr.teletalk.com.bd ওয়েবসাইটে সরাসরি দাখিল করতে হবে। আবেদনের সময়সীমা নিম্নরূপঃ i) Online এ আবেদনপত্র পূরণ ও পরীক্ষার ফি জমাদান শুরুর তারিখ: ২৮/০১/২০২১ খ্রিঃ, সকাল ১০:০০ টা। ii) Online এ আবেদনপত্র জমাদানের শেষ তারিখ: ২৮/০২/২০২১ খ্রিঃ, বিকাল ৫:০০ টা। উক্ত সময়সীমার মধ্যে User ID প্রাপ্ত প্রার্থীগণ Online এ আবেদনপত্র Submit এর সময় থেকে পরবর্তী ৭২ (বাহাত্তর) ঘন্টার মধ্যে যে কোন Teletalk Pre-Paid Mobile নম্বরের মাধ্যমে দুটি SMS করে এর মাধ্যমে পরীক্ষার ফি জমা দিতে পারবেন। xyxy=(968,693,1764,770)
sl-cell: ৩ xyxy=(11,551,49,600)
count-cell: ০১ (এক)টি অস্থায়ী xyxy=(229,954,324,1003)
post-cell: টেকনিক্যাল এ্যাসিস্ট্যান্ট ৯৩০০-২২৪৯০/- গ্রেড-১৬ xyxy=(49,1003,229,1052)
col-sl: ক্র. নং xyxy=(11,404,49,438)
qual-cell: কোন স্বীকৃত বোর্ড হইতে জুনিয়র স্কুল সার্টিফিকেট (জেএসসি) বা সমমানের পরীক্ষায় উত্তীর্ণ অথবা অষ্টম শ্রেণী পাসসহ সংশ্লিষ্ট কাজে অভিজ্ঞতা। xyxy=(1235,350,1535,399)
sms-first-example: Example. DOTR ABCDEF and send to 16222 xyxy=(968,974,1232,989)
sl-cell: ১৫ xyxy=(915,158,955,222)
svg-text:MUJIB 100: MUJIB 100 xyxy=(806,98,857,109)
signed-label: স্বাক্ষরিত/- xyxy=(1631,1891,1679,1905)
intro-paragraph xyxy=(8,320,858,384)
count-cell: ০১ (এক)টি অস্থায়ী xyxy=(1125,94,1235,158)
sl-cell: ১৩ xyxy=(915,45,955,94)
